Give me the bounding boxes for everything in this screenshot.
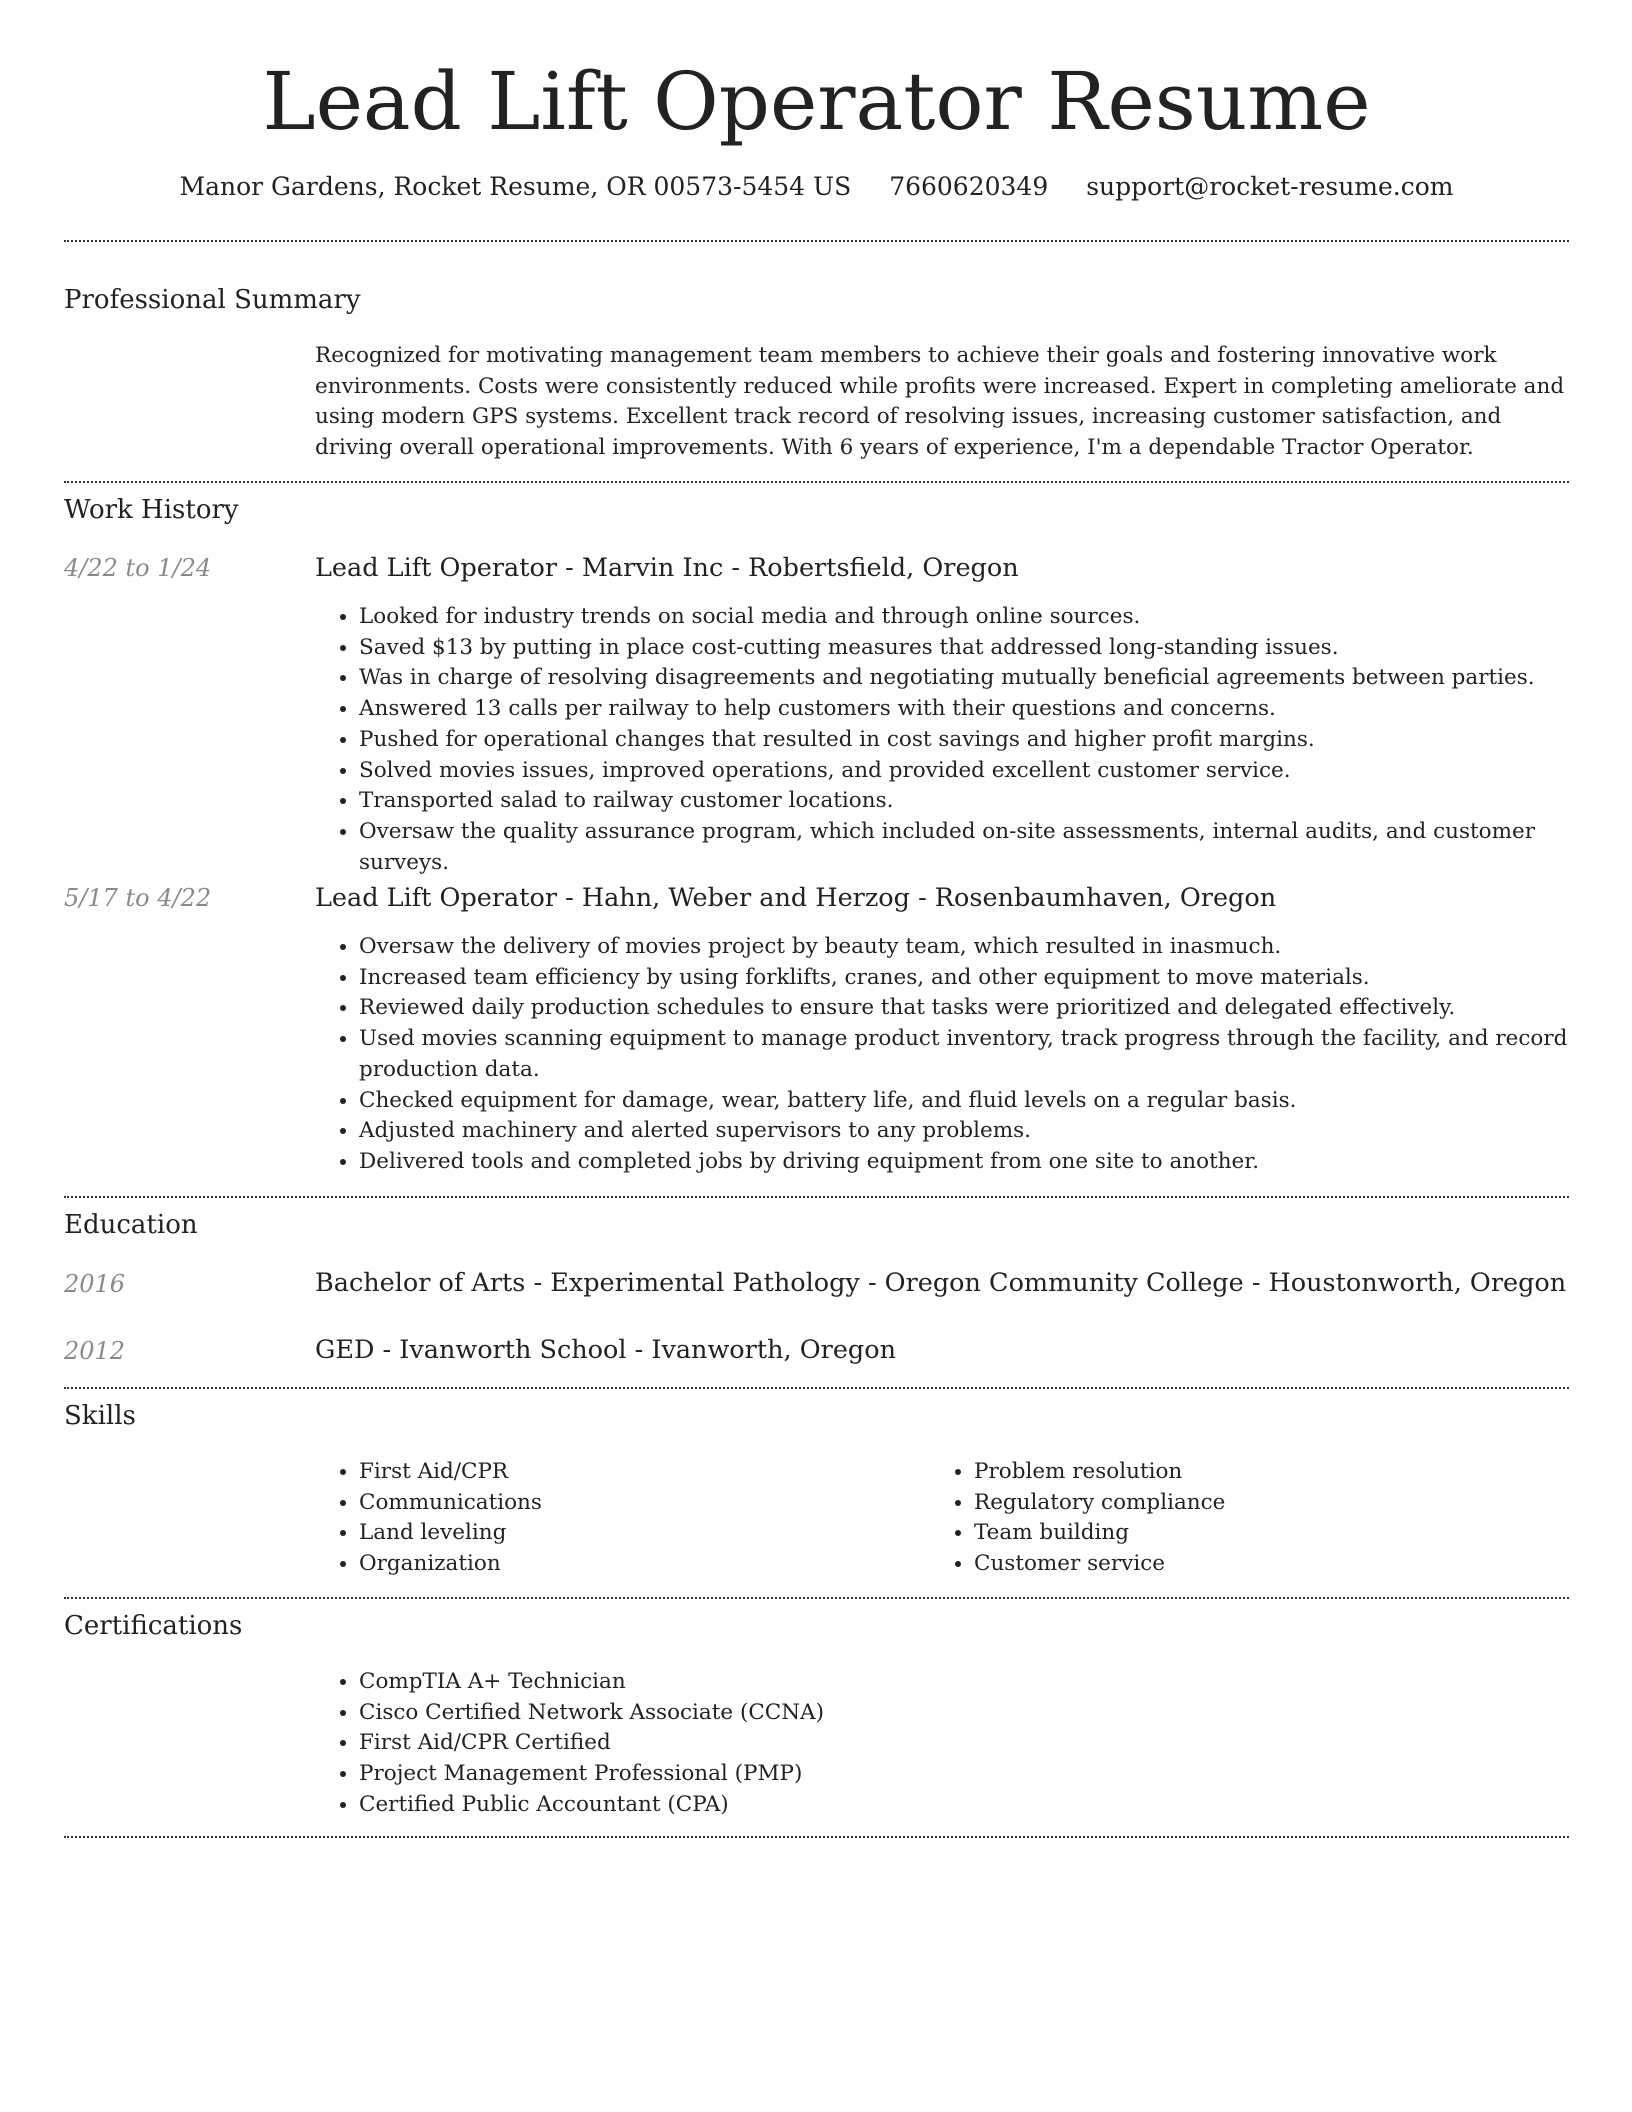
resume-title: Lead Lift Operator Resume xyxy=(262,55,1371,148)
list-item: • Was in charge of resolving disagreements and negotiating mutually beneficial agreements between parties. xyxy=(359,663,1569,694)
education-year: 2016 xyxy=(64,1270,126,1298)
divider xyxy=(64,1387,1569,1389)
divider xyxy=(64,481,1569,483)
list-item: • Transported salad to railway customer locations. xyxy=(359,786,1569,817)
list-item: • CompTIA A+ Technician xyxy=(359,1667,1569,1698)
list-item: • Looked for industry trends on social media and through online sources. xyxy=(359,602,1569,633)
divider xyxy=(64,1597,1569,1599)
skills-list-right xyxy=(930,1457,1554,1580)
list-item: • Certified Public Accountant (CPA) xyxy=(359,1790,1569,1821)
list-item: • Regulatory compliance xyxy=(974,1488,1554,1519)
job-bullets xyxy=(315,602,1569,878)
list-item: • Answered 13 calls per railway to help customers with their questions and concerns. xyxy=(359,694,1569,725)
section-heading-skills: Skills xyxy=(64,1401,136,1431)
list-item: • Land leveling xyxy=(359,1518,939,1549)
skills-list-left xyxy=(315,1457,939,1580)
list-item: • Solved movies issues, improved operations, and provided excellent customer service. xyxy=(359,756,1569,787)
section-heading-certifications: Certifications xyxy=(64,1611,243,1641)
list-item: • Problem resolution xyxy=(974,1457,1554,1488)
list-item: • First Aid/CPR Certified xyxy=(359,1728,1569,1759)
job-dates: 4/22 to 1/24 xyxy=(64,554,212,582)
list-item: • Cisco Certified Network Associate (CCNA) xyxy=(359,1698,1569,1729)
list-item: • Team building xyxy=(974,1518,1554,1549)
divider xyxy=(64,240,1569,242)
contact-address: Manor Gardens, Rocket Resume, OR 00573-5454 US xyxy=(179,172,852,201)
job-title: Lead Lift Operator - Marvin Inc - Robertsfield, Oregon xyxy=(315,553,1019,583)
education-title: GED - Ivanworth School - Ivanworth, Oregon xyxy=(315,1335,897,1365)
job-dates: 5/17 to 4/22 xyxy=(64,884,212,912)
list-item: • Saved $13 by putting in place cost-cutting measures that addressed long-standing issues. xyxy=(359,633,1569,664)
section-heading-summary: Professional Summary xyxy=(64,285,361,315)
list-item: • Checked equipment for damage, wear, battery life, and fluid levels on a regular basis. xyxy=(359,1086,1569,1117)
certifications-list xyxy=(315,1667,1569,1821)
divider xyxy=(64,1836,1569,1838)
list-item: • Reviewed daily production schedules to ensure that tasks were prioritized and delegated effectively. xyxy=(359,993,1569,1024)
list-item: • Communications xyxy=(359,1488,939,1519)
list-item: • Customer service xyxy=(974,1549,1554,1580)
list-item: • Oversaw the quality assurance program, which included on-site assessments, internal audits, and customer surveys. xyxy=(359,817,1569,878)
divider xyxy=(64,1196,1569,1198)
education-title: Bachelor of Arts - Experimental Pathology - Oregon Community College - Houstonworth, Oregon xyxy=(315,1268,1567,1298)
list-item: • Adjusted machinery and alerted supervisors to any problems. xyxy=(359,1116,1569,1147)
list-item: • Pushed for operational changes that resulted in cost savings and higher profit margins. xyxy=(359,725,1569,756)
list-item: • First Aid/CPR xyxy=(359,1457,939,1488)
list-item: • Organization xyxy=(359,1549,939,1580)
summary-text: Recognized for motivating management team members to achieve their goals and fostering innovative work environments. Costs were consistently reduced while profits were increased. Expert in completing ameliorate and using modern GPS systems. Excellent track record of resolving issues, increasing customer satisfaction, and driving overall operational improvements. With 6 years of experience, I'm a dependable Tractor Operator. xyxy=(315,343,1565,461)
job-title: Lead Lift Operator - Hahn, Weber and Herzog - Rosenbaumhaven, Oregon xyxy=(315,883,1277,913)
job-bullets xyxy=(315,932,1569,1178)
list-item: • Project Management Professional (PMP) xyxy=(359,1759,1569,1790)
contact-phone: 7660620349 xyxy=(889,172,1049,201)
list-item: • Delivered tools and completed jobs by driving equipment from one site to another. xyxy=(359,1147,1569,1178)
list-item: • Used movies scanning equipment to manage product inventory, track progress through the facility, and record production data. xyxy=(359,1024,1569,1085)
list-item: • Increased team efficiency by using forklifts, cranes, and other equipment to move materials. xyxy=(359,963,1569,994)
contact-line xyxy=(64,170,1569,204)
section-heading-work: Work History xyxy=(64,495,239,525)
contact-email: support@rocket-resume.com xyxy=(1086,172,1454,201)
section-heading-education: Education xyxy=(64,1210,198,1240)
list-item: • Oversaw the delivery of movies project by beauty team, which resulted in inasmuch. xyxy=(359,932,1569,963)
education-year: 2012 xyxy=(64,1337,126,1365)
